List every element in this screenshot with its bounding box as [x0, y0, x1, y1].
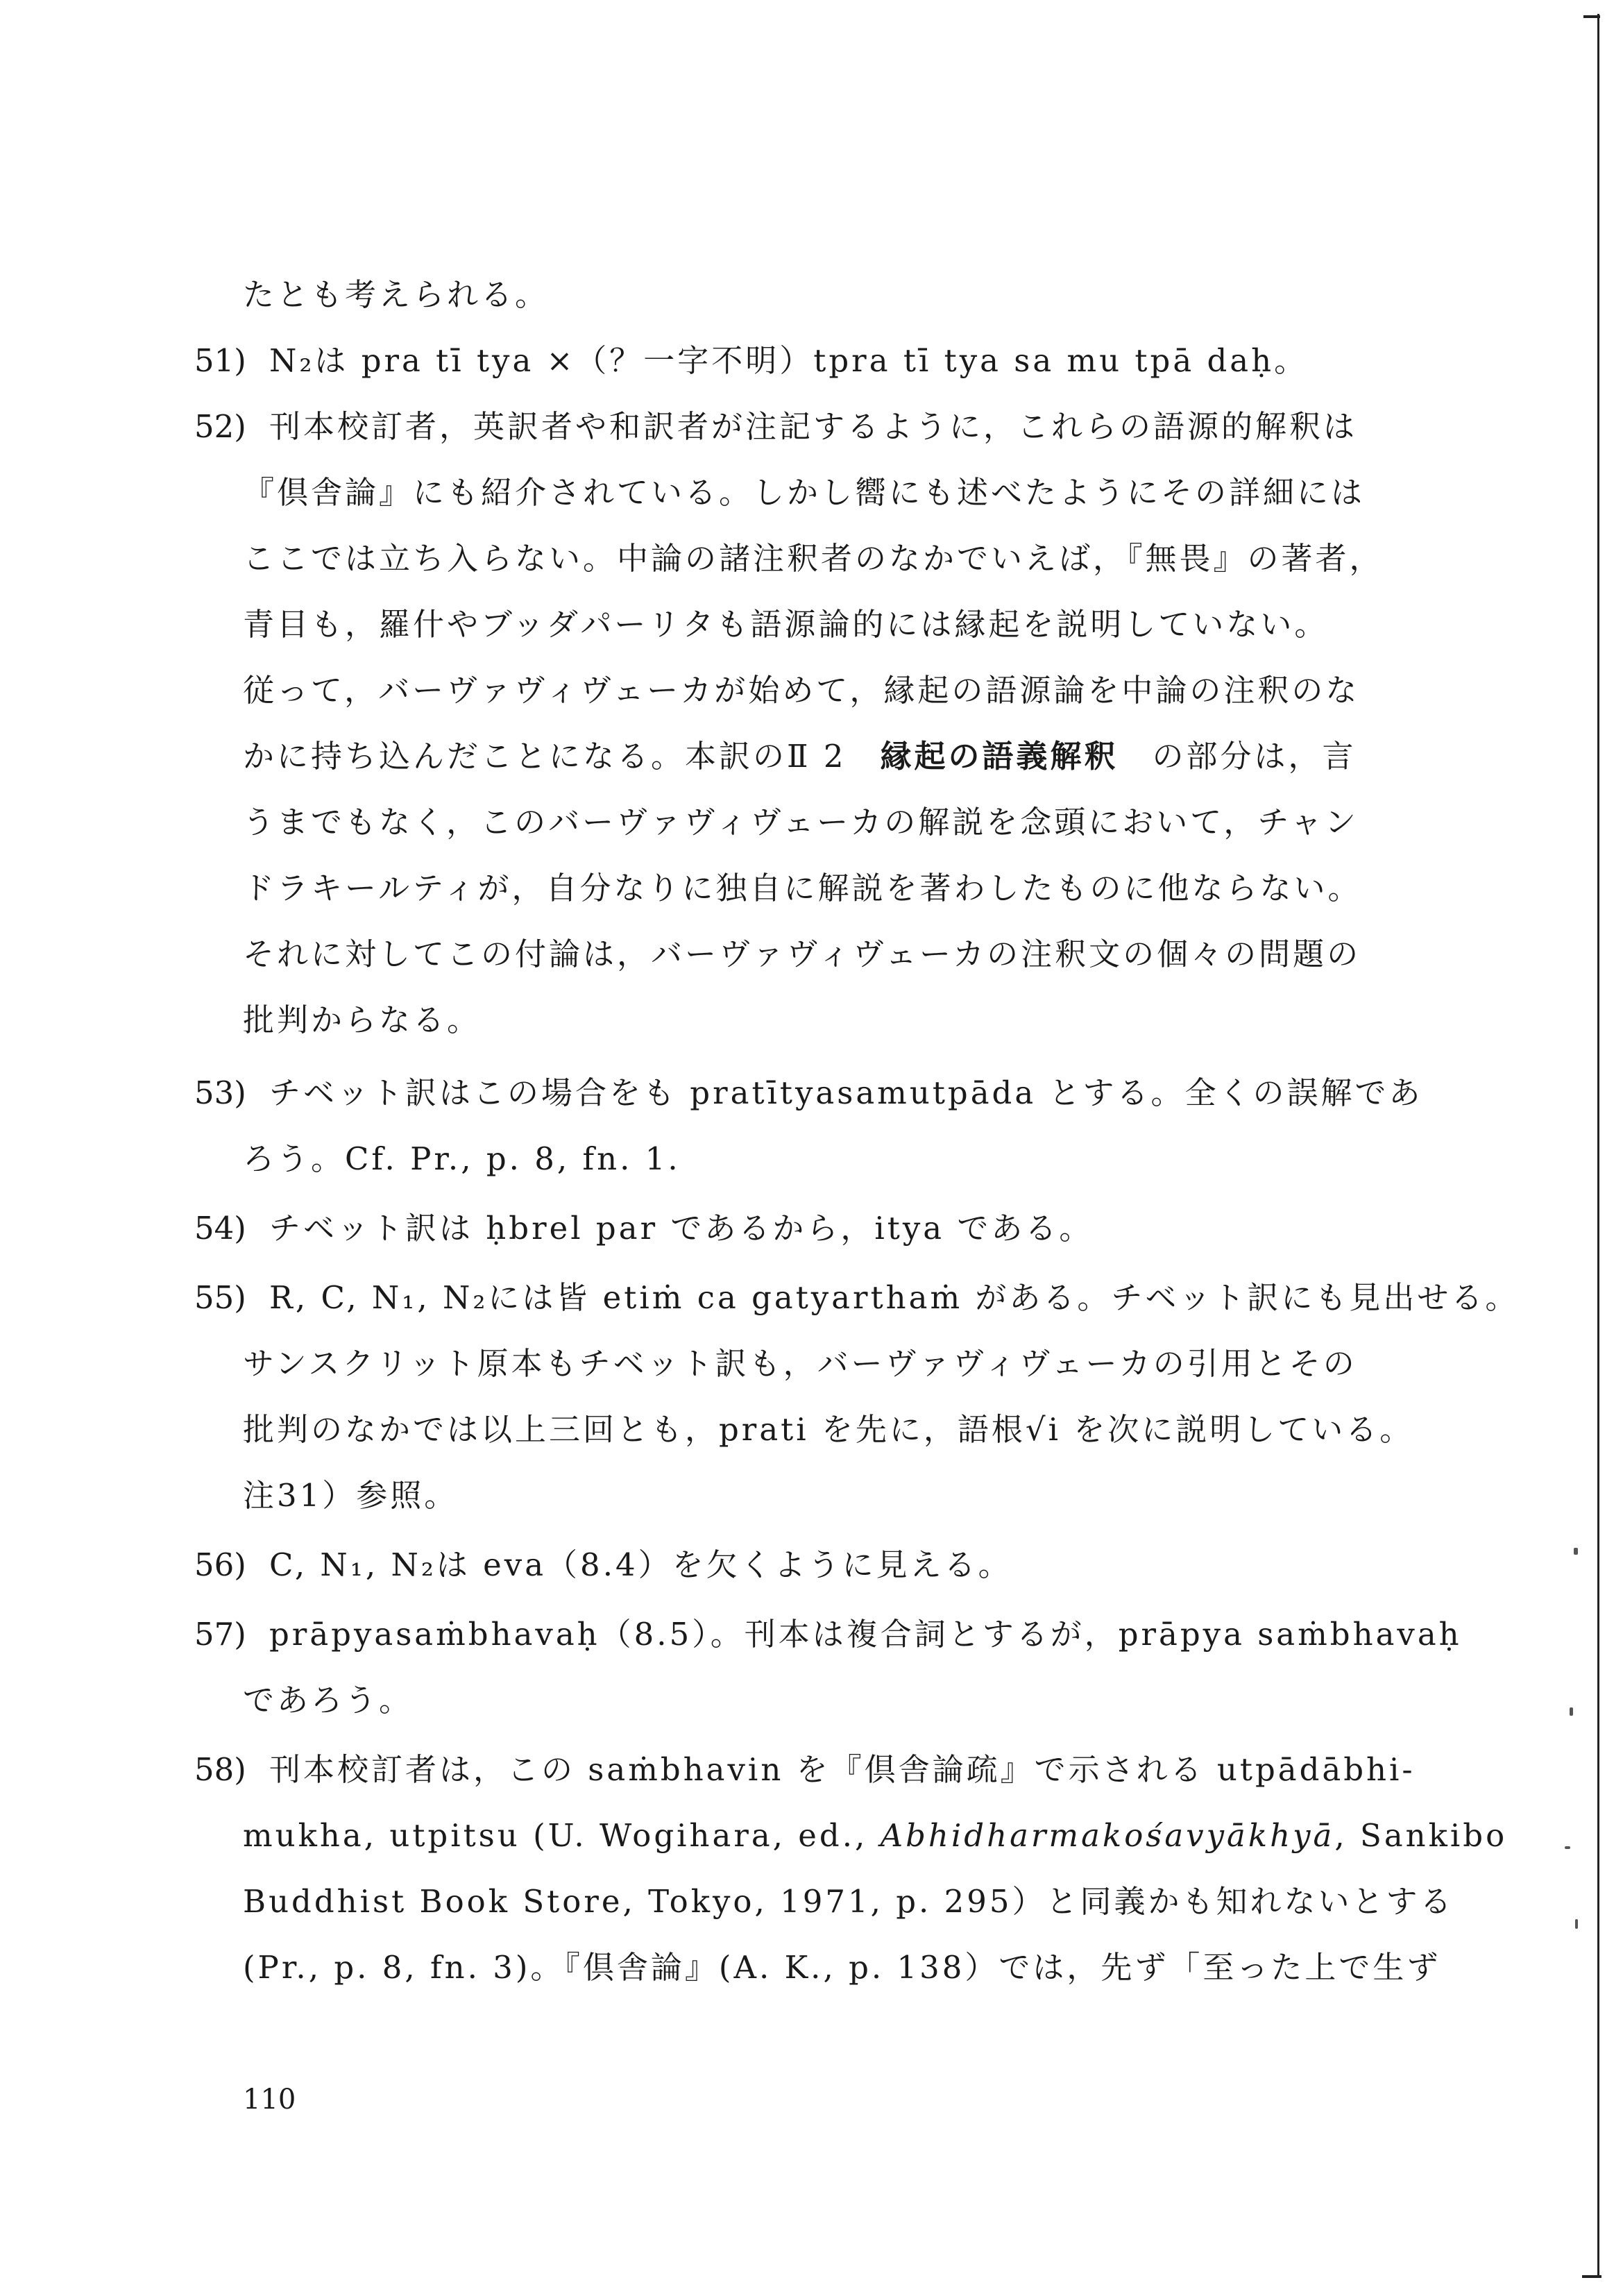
text-line [269, 1614, 1462, 1655]
text-span: ろう。Cf. Pr., p. 8, fn. 1. [243, 1140, 681, 1177]
text-span: たとも考えられる。 [243, 276, 550, 313]
binding-edge-top [1583, 15, 1600, 18]
footnote-number: 52) [194, 408, 246, 445]
footnote-number: 58) [194, 1751, 246, 1788]
text-span: 刊本校訂者，英訳者や和訳者が注記するように，これらの語源的解釈は [269, 408, 1358, 445]
text-line [243, 1881, 1454, 1923]
text-line [269, 406, 1357, 448]
text-line [243, 538, 1384, 580]
bold-heading-ref: 縁起の語義解釈 [880, 738, 1119, 775]
text-span: チベット訳は ḥbrel par であるから，itya である。 [269, 1210, 1094, 1247]
text-span: 批判のなかでは以上三回とも，prati を先に，語根√i を次に説明している。 [243, 1411, 1414, 1448]
text-line [243, 1475, 458, 1517]
text-span: チベット訳はこの場合をも pratītyasamutpāda とする。全くの誤解であ [269, 1074, 1423, 1111]
text-line [243, 1815, 1507, 1857]
text-line [243, 1409, 1413, 1451]
text-span: ここでは立ち入らない。中論の諸注釈者のなかでいえば，『無畏』の著者， [243, 540, 1384, 577]
footnote-number: 57) [194, 1616, 246, 1653]
binding-edge [1597, 14, 1599, 2277]
text-span: 『倶舎論』にも紹介されている。しかし嚮にも述べたようにその詳細には [243, 474, 1366, 511]
text-span: サンスクリット原本もチベット訳も，バーヴァヴィヴェーカの引用とその [243, 1345, 1357, 1382]
scan-speck [1575, 1919, 1578, 1929]
text-span: の部分は，言 [1118, 738, 1357, 775]
italic-title: Abhidharmakośavyākhyā [880, 1817, 1335, 1854]
footnote-number: 51) [194, 342, 246, 379]
scan-speck [1570, 1707, 1573, 1716]
text-line [243, 999, 481, 1041]
text-line [243, 1138, 681, 1180]
text-span: C, N₁, N₂は eva（8.4）を欠くように見える。 [269, 1546, 1012, 1583]
text-line [269, 1749, 1416, 1791]
text-line [243, 934, 1361, 975]
text-span: , Sankibo [1334, 1817, 1508, 1854]
text-span: であろう。 [243, 1682, 414, 1719]
text-line [243, 274, 549, 316]
page-number: 110 [243, 2084, 296, 2116]
footnote-number: 54) [194, 1210, 246, 1247]
text-span: うまでもなく，このバーヴァヴィヴェーカの解説を念頭において，チャン [243, 804, 1359, 841]
text-span: prāpyasaṁbhavaḥ（8.5）。刊本は複合詞とするが，prāpya saṁbhavaḥ [269, 1616, 1462, 1653]
text-span: 刊本校訂者は，この saṁbhavin を『倶舎論疏』で示される utpādābhi- [269, 1751, 1416, 1788]
text-line [243, 736, 1357, 777]
text-line [269, 1208, 1093, 1249]
text-span: mukha, utpitsu (U. Wogihara, ed., [243, 1817, 881, 1854]
footnote-number: 53) [194, 1074, 246, 1111]
text-span: かに持ち込んだことになる。本訳のⅡ 2 [243, 738, 881, 775]
text-span: 注31）参照。 [243, 1477, 459, 1514]
text-span: N₂は pra tī tya ×（？一字不明）tpra tī tya sa mu tpā daḥ。 [269, 342, 1309, 379]
text-line [269, 340, 1308, 382]
text-span: 批判からなる。 [243, 1002, 482, 1038]
text-line [243, 472, 1365, 514]
text-span: それに対してこの付論は，バーヴァヴィヴェーカの注釈文の個々の問題の [243, 936, 1361, 972]
text-span: 青目も，羅什やブッダパーリタも語源論的には縁起を説明していない。 [243, 606, 1329, 643]
text-line [243, 604, 1328, 645]
text-line [269, 1277, 1519, 1319]
text-line [243, 1343, 1357, 1385]
text-line [243, 670, 1359, 711]
text-line [269, 1544, 1012, 1586]
text-line [243, 868, 1362, 909]
text-line [269, 1072, 1423, 1114]
scan-speck [1574, 1548, 1578, 1555]
text-span: 従って，バーヴァヴィヴェーカが始めて，縁起の語源論を中論の注釈のな [243, 672, 1360, 709]
footnote-number: 56) [194, 1546, 246, 1583]
text-line [243, 802, 1359, 843]
text-line [243, 1680, 413, 1721]
text-line [243, 1947, 1441, 1989]
scan-speck [1565, 1846, 1570, 1849]
text-span: (Pr., p. 8, fn. 3)。『倶舎論』(A. K., p. 138）では，先ず「至った上で生ず [243, 1949, 1441, 1986]
text-span: Buddhist Book Store, Tokyo, 1971, p. 295）と同義かも知れないとする [243, 1883, 1454, 1920]
binding-edge-bottom [1582, 2275, 1601, 2278]
text-span: ドラキールティが，自分なりに独自に解説を著わしたものに他ならない。 [243, 870, 1362, 906]
text-span: R, C, N₁, N₂には皆 etiṁ ca gatyarthaṁ がある。チベット訳にも見出せる。 [269, 1279, 1520, 1316]
footnote-number: 55) [194, 1279, 246, 1316]
